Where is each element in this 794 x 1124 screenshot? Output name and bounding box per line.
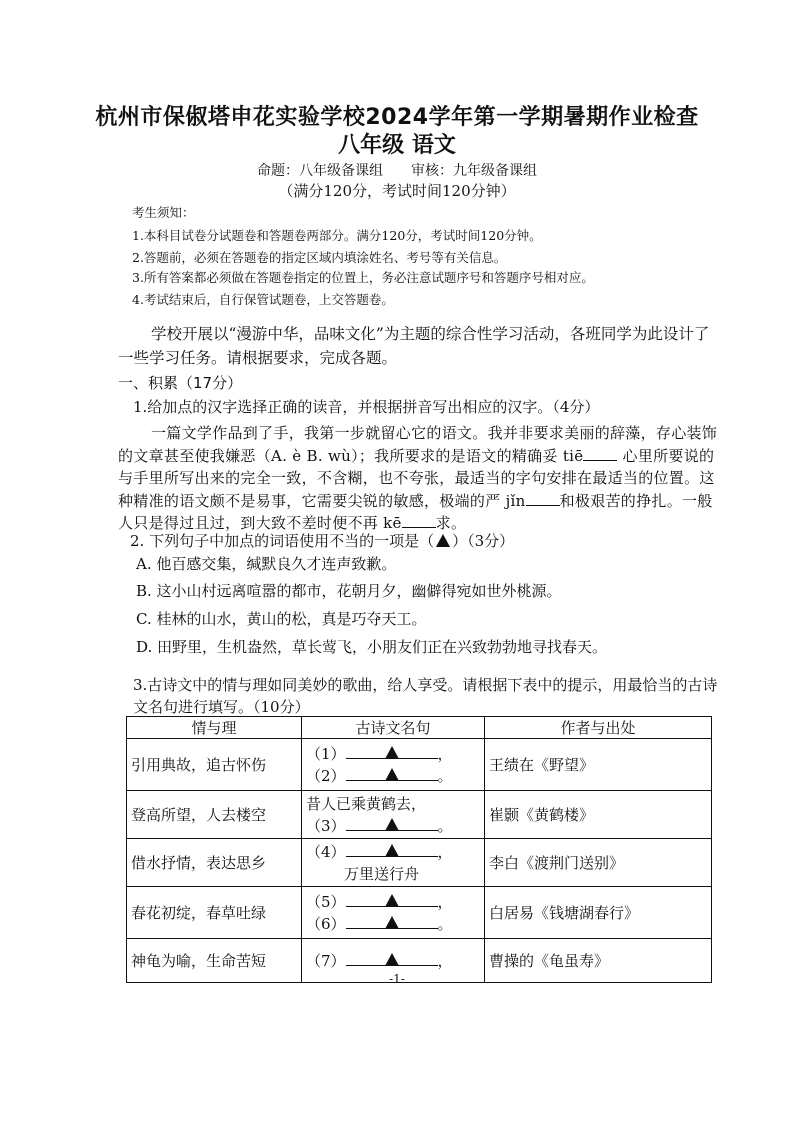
answer-blank (402, 514, 436, 528)
verse-cell (302, 887, 485, 939)
question-1-passage (118, 422, 718, 535)
given-verse: 昔人已乘黄鹤去， (306, 794, 427, 813)
table-row (127, 739, 712, 791)
answer-line (346, 891, 438, 907)
author-cell: 王绩在《野望》 (485, 739, 712, 791)
answer-line (346, 765, 438, 781)
blank-label: （1） (306, 744, 346, 763)
notice-item: 2.答题前，必须在答题卷的指定区域内填涂姓名、考号等有关信息。 (132, 250, 507, 265)
table-row (127, 887, 712, 939)
page-number: -1- (389, 972, 405, 986)
punct: ， (437, 892, 453, 911)
triangle-answer-icon (385, 818, 399, 831)
section-heading: 一、积累（17分） (118, 374, 243, 392)
triangle-answer-icon (385, 953, 399, 966)
author-cell: 崔颢《黄鹤楼》 (485, 791, 712, 839)
table-header: 情与理 (127, 717, 302, 739)
score-time-line: （满分120分，考试时间120分钟） (278, 182, 516, 200)
triangle-answer-icon (385, 768, 399, 781)
table-header-row (127, 717, 712, 739)
author-cell: 曹操的《龟虽寿》 (485, 939, 712, 983)
blank-label: （4） (306, 842, 346, 861)
passage-text: 一篇文学作品到了手，我第一步就留心它的语文。我并非要求美丽的辞藻，存心装饰的文章甚至使我嫌恶（A. è B. wù）；我所要求的是语文的精确妥 tiē (118, 424, 718, 465)
option-c: C. 桂林的山水，黄山的松，真是巧夺天工。 (136, 610, 427, 628)
punct: 。 (437, 816, 453, 835)
punct: ， (437, 951, 453, 970)
notice-heading: 考生须知： (132, 205, 195, 220)
theme-cell: 神龟为喻，生命苦短 (127, 939, 302, 983)
passage-text: 和极艰苦的挣扎。一般人只是得过且过，到大致不差时便不再 kē (118, 491, 713, 532)
blank-label: （7） (306, 951, 346, 970)
question-3-prompt: 3.古诗文中的情与理如同美妙的歌曲，给人享受。请根据下表中的提示，用最恰当的古诗文名句进行填写。（10分） (133, 676, 718, 716)
blank-label: （3） (306, 816, 346, 835)
setters-line: 命题：八年级备课组 审核：九年级备课组 (257, 163, 537, 179)
table-header: 古诗文名句 (302, 717, 485, 739)
exam-title: 杭州市保俶塔申花实验学校2024学年第一学期暑期作业检查 (95, 105, 699, 130)
answer-line (346, 841, 438, 857)
answer-line (346, 743, 438, 759)
given-verse: 万里送行舟 (344, 864, 420, 883)
passage-text: 心里所要说的与手里所写出来的完全一致，不含糊，也不夸张，最适当的字句安排在最适当的位置。这种精准的语文颇不是易事，它需要尖锐的敏感，极端的严 jǐn (118, 446, 715, 510)
table-row (127, 791, 712, 839)
table-row (127, 839, 712, 887)
exam-subtitle: 八年级 语文 (338, 133, 456, 158)
triangle-answer-icon (385, 844, 399, 857)
blank-label: （6） (306, 914, 346, 933)
option-b: B. 这小山村远离喧嚣的都市，花朝月夕，幽僻得宛如世外桃源。 (136, 582, 562, 600)
answer-blank (526, 492, 560, 506)
theme-cell: 引用典故，追古怀伤 (127, 739, 302, 791)
punct: 。 (437, 914, 453, 933)
triangle-answer-icon (385, 894, 399, 907)
verse-cell (302, 839, 485, 887)
option-a: A. 他百感交集，缄默良久才连声致歉。 (136, 555, 397, 573)
poem-table (126, 716, 712, 983)
passage-text: 求。 (435, 514, 467, 532)
triangle-answer-icon (385, 746, 399, 759)
question-2-prompt (130, 530, 514, 551)
answer-blank (583, 447, 617, 461)
theme-cell: 春花初绽，春草吐绿 (127, 887, 302, 939)
verse-cell (302, 739, 485, 791)
answer-line (346, 913, 438, 929)
verse-cell (302, 791, 485, 839)
question-1-prompt: 1.给加点的汉字选择正确的读音，并根据拼音写出相应的汉字。（4分） (133, 398, 600, 416)
punct: 。 (437, 766, 453, 785)
blank-label: （5） (306, 892, 346, 911)
triangle-answer-icon (436, 534, 450, 547)
blank-label: （2） (306, 766, 346, 785)
prompt-text: ）（3分） (452, 532, 515, 550)
option-d: D. 田野里，生机盎然，草长莺飞，小朋友们正在兴致勃勃地寻找春天。 (136, 638, 608, 656)
triangle-answer-icon (385, 916, 399, 929)
answer-line (346, 815, 438, 831)
punct: ， (437, 842, 453, 861)
notice-item: 4.考试结束后，自行保管试题卷，上交答题卷。 (132, 292, 394, 307)
author-cell: 白居易《钱塘湖春行》 (485, 887, 712, 939)
notice-item: 3.所有答案都必须做在答题卷指定的位置上，务必注意试题序号和答题序号相对应。 (132, 270, 594, 285)
answer-line (346, 950, 438, 966)
table-header: 作者与出处 (485, 717, 712, 739)
prompt-text: 2. 下列句子中加点的词语使用不当的一项是（ (130, 532, 435, 550)
punct: ， (437, 744, 453, 763)
author-cell: 李白《渡荆门送别》 (485, 839, 712, 887)
notice-item: 1.本科目试卷分试题卷和答题卷两部分。满分120分，考试时间120分钟。 (132, 228, 542, 243)
theme-cell: 登高所望，人去楼空 (127, 791, 302, 839)
intro-paragraph: 学校开展以“漫游中华，品味文化”为主题的综合性学习活动，各班同学为此设计了一些学习任务。请根据要求，完成各题。 (118, 325, 710, 367)
theme-cell: 借水抒情，表达思乡 (127, 839, 302, 887)
